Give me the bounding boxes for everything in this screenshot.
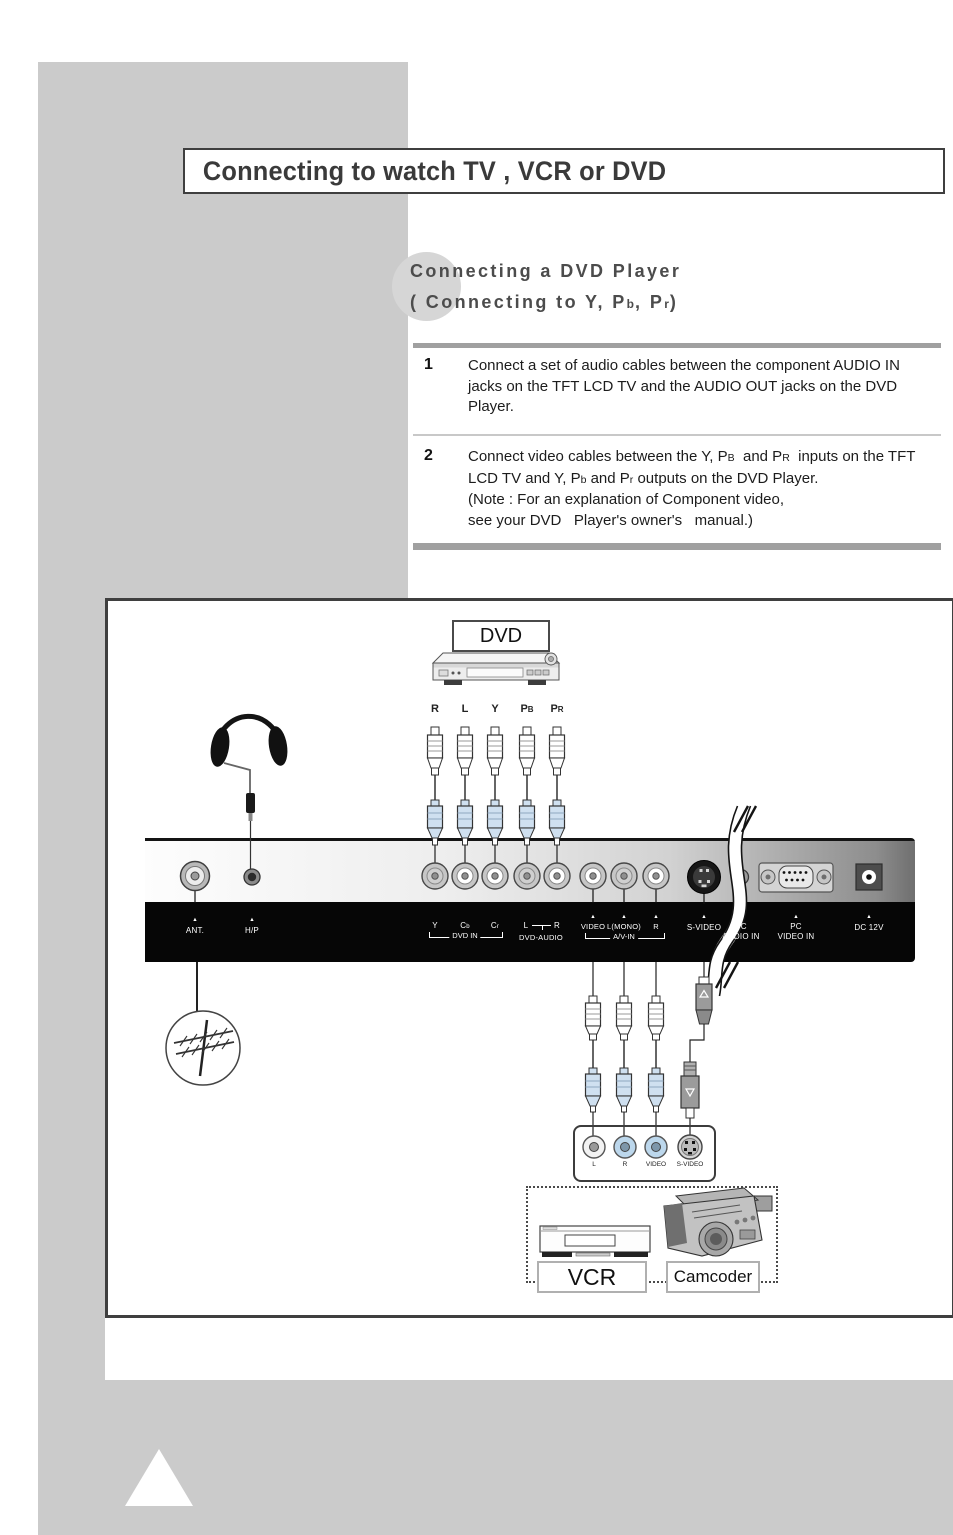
step1-number: 1 (424, 356, 433, 373)
subsection-title-line2: ( Connecting to Y, Pb, Pr) (410, 292, 679, 312)
label-dvd-audio: DVD-AUDIO (519, 933, 563, 942)
label-lmono: L(MONO) (607, 922, 641, 931)
ant-marker: ▲ (192, 917, 198, 923)
label-pc-audio-1: PC (735, 922, 747, 931)
gray-column (38, 62, 408, 598)
step1-text: Connect a set of audio cables between the component AUDIO IN jacks on the TFT LCD TV and the AUDIO OUT jacks on the DVD Player. (468, 357, 900, 415)
cable-label-pr: PR (550, 703, 564, 715)
dvd-label-box: DVD (452, 620, 550, 652)
avbox-label-video: VIDEO (645, 1161, 667, 1168)
label-video: VIDEO (580, 922, 606, 931)
rule-bottom (413, 543, 941, 550)
avr-marker: ▲ (653, 914, 659, 920)
label-s-video: S-VIDEO (686, 923, 722, 932)
label-dvd-audio-l: L (523, 921, 529, 930)
pc-audio-marker: ▲ (738, 914, 744, 920)
section-title-box (183, 148, 945, 194)
label-dvd-audio-r: R (554, 921, 560, 930)
vcr-label-box: VCR (537, 1261, 647, 1293)
step2-number: 2 (424, 447, 433, 464)
avbox-label-l: L (592, 1161, 596, 1168)
label-pc-video-2: VIDEO IN (777, 932, 815, 941)
step2-text: Connect video cables between the Y, PB and PR inputs on the TFT LCD TV and Y, Pb and Pr outputs on the DVD Player. (Note : For an explanation of Component video, see your DVD Player's owner's manual.) (468, 448, 916, 529)
page-corner-triangle (125, 1449, 193, 1506)
label-cb: Cb (460, 921, 470, 930)
pc-video-marker: ▲ (793, 914, 799, 920)
cable-label-r: R (431, 703, 439, 715)
rule-top (413, 343, 941, 348)
label-pc-video-1: PC (790, 922, 802, 931)
label-ant: ANT. (185, 926, 205, 935)
cable-label-l: L (461, 703, 469, 715)
camcoder-label-box: Camcoder (666, 1261, 760, 1293)
video-marker: ▲ (590, 914, 596, 920)
tv-rear-panel (145, 838, 915, 962)
label-av-r: R (653, 922, 659, 931)
avbox-label-r: R (622, 1161, 628, 1168)
dvd-audio-join (532, 925, 551, 926)
label-pc-audio-2: AUDIO IN (722, 932, 760, 941)
hp-marker: ▲ (249, 917, 255, 923)
lmono-marker: ▲ (621, 914, 627, 920)
cable-label-pb: PB (520, 703, 534, 715)
label-dc-12v: DC 12V (854, 923, 884, 932)
avbox-label-svideo: S-VIDEO (676, 1161, 704, 1168)
rule-mid (413, 434, 941, 436)
label-dvd-in: DVD IN (449, 931, 480, 940)
label-y: Y (432, 921, 438, 930)
subsection-title-line1: Connecting a DVD Player (410, 261, 682, 281)
dc-marker: ▲ (866, 914, 872, 920)
gray-left-sliver (38, 598, 105, 1380)
label-av-in: A/V-IN (610, 932, 638, 941)
svideo-marker: ▲ (701, 914, 707, 920)
label-cr: Cr (490, 921, 500, 930)
panel-connector-area (145, 841, 915, 902)
av-input-box (573, 1125, 716, 1182)
section-title: Connecting to watch TV , VCR or DVD (202, 155, 667, 186)
label-hp: H/P (245, 926, 259, 935)
cable-label-y: Y (491, 703, 499, 715)
